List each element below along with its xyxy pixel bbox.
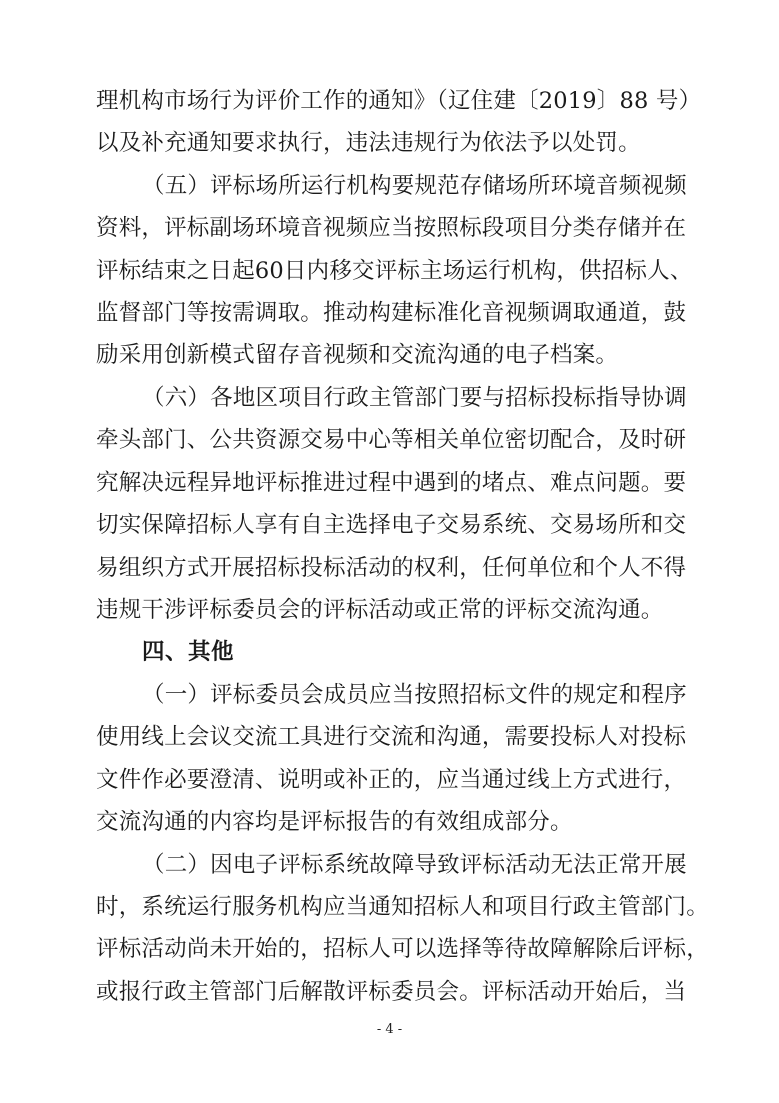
- text-line: （一）评标委员会成员应当按照招标文件的规定和程序: [142, 682, 687, 708]
- text-line: 评标结束之日起60日内移交评标主场运行机构，供招标人、: [96, 258, 693, 284]
- text-line: （二）因电子评标系统故障导致评标活动无法正常开展: [142, 852, 687, 878]
- text-line: 牵头部门、公共资源交易中心等相关单位密切配合，及时研: [96, 427, 687, 453]
- text-line: 评标活动尚未开始的，招标人可以选择等待故障解除后评标，: [96, 936, 709, 962]
- text-line: 使用线上会议交流工具进行交流和沟通，需要投标人对投标: [96, 724, 687, 750]
- text-line: （六）各地区项目行政主管部门要与招标投标指导协调: [142, 385, 687, 411]
- text-line: 究解决远程异地评标推进过程中遇到的堵点、难点问题。要: [96, 470, 687, 496]
- section-heading: 四、其他: [142, 639, 235, 665]
- text-line: 以及补充通知要求执行，违法违规行为依法予以处罚。: [96, 130, 641, 156]
- text-line: 励采用创新模式留存音视频和交流沟通的电子档案。: [96, 342, 619, 368]
- text-line: 文件作必要澄清、说明或补正的，应当通过线上方式进行，: [96, 767, 687, 793]
- text-line: 违规干涉评标委员会的评标活动或正常的评标交流沟通。: [96, 597, 664, 623]
- text-line: 资料，评标副场环境音视频应当按照标段项目分类存储并在: [96, 215, 687, 241]
- page-number: - 4 -: [376, 1022, 403, 1037]
- text-line: 切实保障招标人享有自主选择电子交易系统、交易场所和交: [96, 512, 687, 538]
- text-line: 或报行政主管部门后解散评标委员会。评标活动开始后，当: [96, 979, 687, 1005]
- text-line: 监督部门等按需调取。推动构建标准化音视频调取通道，鼓: [96, 300, 687, 326]
- text-line: 交流沟通的内容均是评标报告的有效组成部分。: [96, 809, 573, 835]
- text-line: （五）评标场所运行机构要规范存储场所环境音频视频: [142, 173, 687, 199]
- text-line: 理机构市场行为评价工作的通知》（辽住建〔2019〕88 号）: [96, 88, 702, 114]
- text-line: 时，系统运行服务机构应当通知招标人和项目行政主管部门。: [96, 894, 709, 920]
- text-line: 易组织方式开展招标投标活动的权利，任何单位和个人不得: [96, 555, 687, 581]
